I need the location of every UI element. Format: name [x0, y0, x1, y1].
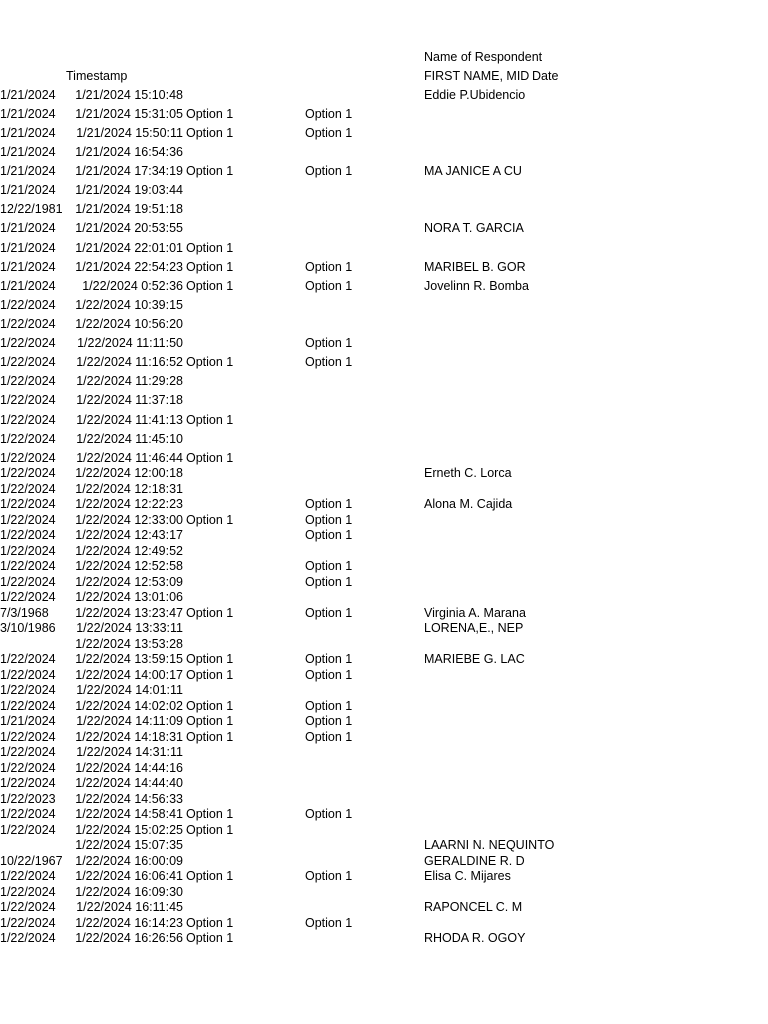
timestamp-cell: 1/22/2024 12:53:09: [75, 575, 183, 589]
option-a-cell: Option 1: [186, 241, 234, 255]
date-cell: 1/22/2024: [0, 652, 56, 666]
option-b-cell: Option 1: [305, 336, 353, 350]
name-cell: Elisa C. Mijares: [424, 869, 511, 883]
timestamp-cell: 1/21/2024 22:54:23: [75, 260, 183, 274]
timestamp-cell: 1/22/2024 16:09:30: [75, 885, 183, 899]
header-name-top-clipped: [424, 50, 543, 66]
timestamp-cell: 1/22/2024 11:45:10: [76, 432, 183, 446]
table-row: [0, 714, 768, 729]
option-a-cell: Option 1: [186, 355, 234, 369]
date-cell: 1/22/2024: [0, 544, 56, 558]
timestamp-cell: 1/22/2024 12:00:18: [75, 466, 183, 480]
table-row: [0, 413, 768, 428]
date-cell: 12/22/1981: [0, 202, 63, 216]
timestamp-cell: 1/21/2024 15:50:11: [76, 126, 183, 140]
timestamp-cell: 1/22/2024 15:07:35: [75, 838, 183, 852]
name-cell: NORA T. GARCIA: [424, 221, 524, 235]
timestamp-cell: 1/22/2024 14:58:41: [75, 807, 183, 821]
name-cell: RAPONCEL C. M: [424, 900, 523, 914]
option-b-cell: Option 1: [305, 606, 353, 620]
date-cell: 1/21/2024: [0, 221, 56, 235]
date-cell: 1/21/2024: [0, 279, 56, 293]
table-row: [0, 683, 768, 698]
timestamp-cell: 1/22/2024 13:01:06: [75, 590, 183, 604]
date-cell: 1/21/2024: [0, 88, 56, 102]
name-cell: MARIBEL B. GOR: [424, 260, 526, 274]
date-cell: 1/22/2024: [0, 916, 56, 930]
table-row: [0, 730, 768, 745]
option-a-cell: Option 1: [186, 413, 234, 427]
table-row: [0, 637, 768, 652]
option-a-cell: Option 1: [186, 823, 234, 837]
option-a-cell: Option 1: [186, 451, 234, 465]
timestamp-cell: 1/22/2024 11:16:52: [76, 355, 183, 369]
table-row: [0, 482, 768, 497]
table-row: [0, 513, 768, 528]
date-cell: 1/21/2024: [0, 714, 56, 728]
timestamp-cell: 1/22/2024 14:56:33: [75, 792, 183, 806]
table-row: [0, 355, 768, 370]
timestamp-cell: 1/22/2024 0:52:36: [82, 279, 183, 293]
header-date: Date: [532, 69, 559, 83]
table-row: [0, 183, 768, 198]
timestamp-cell: 1/22/2024 11:37:18: [76, 393, 183, 407]
table-row: [0, 590, 768, 605]
option-a-cell: Option 1: [186, 606, 234, 620]
timestamp-cell: 1/22/2024 14:11:09: [76, 714, 183, 728]
timestamp-cell: 1/22/2024 14:18:31: [75, 730, 183, 744]
timestamp-cell: 1/22/2024 14:44:40: [75, 776, 183, 790]
date-cell: 1/22/2024: [0, 823, 56, 837]
timestamp-cell: 1/21/2024 19:03:44: [75, 183, 183, 197]
timestamp-cell: 1/22/2024 16:11:45: [76, 900, 183, 914]
timestamp-cell: 1/22/2024 13:53:28: [75, 637, 183, 651]
date-cell: 1/22/2024: [0, 900, 56, 914]
table-row: [0, 807, 768, 822]
table-row: [0, 126, 768, 141]
name-cell: Eddie P.Ubidencio: [424, 88, 526, 102]
option-a-cell: Option 1: [186, 699, 234, 713]
option-a-cell: Option 1: [186, 730, 234, 744]
table-row: [0, 792, 768, 807]
table-row: [0, 298, 768, 313]
timestamp-cell: 1/21/2024 15:10:48: [75, 88, 183, 102]
timestamp-cell: 1/21/2024 17:34:19: [75, 164, 183, 178]
table-row: [0, 260, 768, 275]
date-cell: 1/22/2024: [0, 590, 56, 604]
timestamp-cell: 1/22/2024 11:11:50: [77, 336, 183, 350]
timestamp-cell: 1/21/2024 19:51:18: [75, 202, 183, 216]
option-a-cell: Option 1: [186, 869, 234, 883]
timestamp-cell: 1/22/2024 10:39:15: [75, 298, 183, 312]
table-row: [0, 575, 768, 590]
name-cell: Virginia A. Marana: [424, 606, 526, 620]
option-a-cell: Option 1: [186, 107, 234, 121]
timestamp-cell: 1/22/2024 16:06:41: [75, 869, 183, 883]
date-cell: 1/21/2024: [0, 164, 56, 178]
timestamp-cell: 1/21/2024 16:54:36: [75, 145, 183, 159]
table-row: [0, 317, 768, 332]
table-row: [0, 621, 768, 636]
option-a-cell: Option 1: [186, 714, 234, 728]
table-row: [0, 241, 768, 256]
date-cell: 1/22/2024: [0, 761, 56, 775]
timestamp-cell: 1/22/2024 13:33:11: [76, 621, 183, 635]
timestamp-cell: 1/22/2024 12:52:58: [75, 559, 183, 573]
timestamp-cell: 1/22/2024 11:41:13: [76, 413, 183, 427]
date-cell: 1/22/2024: [0, 355, 56, 369]
table-row: [0, 900, 768, 915]
table-row: [0, 164, 768, 179]
table-row: [0, 497, 768, 512]
option-b-cell: Option 1: [305, 107, 353, 121]
date-cell: 1/22/2024: [0, 776, 56, 790]
option-a-cell: Option 1: [186, 126, 234, 140]
date-cell: 1/22/2024: [0, 699, 56, 713]
name-cell: Jovelinn R. Bomba: [424, 279, 529, 293]
option-a-cell: Option 1: [186, 260, 234, 274]
date-cell: 1/22/2024: [0, 559, 56, 573]
name-cell: RHODA R. OGOY: [424, 931, 526, 945]
date-cell: 10/22/1967: [0, 854, 63, 868]
table-row: [0, 885, 768, 900]
table-row: [0, 374, 768, 389]
date-cell: 1/22/2024: [0, 528, 56, 542]
timestamp-cell: 1/22/2024 10:56:20: [75, 317, 183, 331]
date-cell: 1/21/2024: [0, 107, 56, 121]
date-cell: 1/22/2024: [0, 730, 56, 744]
header-timestamp: Timestamp: [66, 69, 128, 83]
timestamp-cell: 1/22/2024 14:01:11: [76, 683, 183, 697]
timestamp-cell: 1/22/2024 16:26:56: [75, 931, 183, 945]
name-cell: GERALDINE R. D: [424, 854, 525, 868]
date-cell: 1/21/2024: [0, 126, 56, 140]
date-cell: 1/22/2024: [0, 432, 56, 446]
date-cell: 1/22/2024: [0, 931, 56, 945]
option-b-cell: Option 1: [305, 528, 353, 542]
date-cell: 1/22/2024: [0, 413, 56, 427]
table-row: [0, 279, 768, 294]
name-cell: LAARNI N. NEQUINTO: [424, 838, 555, 852]
table-row: [0, 559, 768, 574]
table-row: [0, 336, 768, 351]
table-row: [0, 823, 768, 838]
table-row: [0, 606, 768, 621]
table-row: [0, 699, 768, 714]
option-b-cell: Option 1: [305, 355, 353, 369]
timestamp-cell: 1/22/2024 14:00:17: [75, 668, 183, 682]
option-b-cell: Option 1: [305, 575, 353, 589]
date-cell: 1/22/2024: [0, 466, 56, 480]
name-cell: Erneth C. Lorca: [424, 466, 512, 480]
table-row: [0, 776, 768, 791]
table-row: [0, 451, 768, 466]
date-cell: 3/10/1986: [0, 621, 56, 635]
date-cell: 1/22/2024: [0, 374, 56, 388]
date-cell: 1/22/2024: [0, 885, 56, 899]
option-a-cell: Option 1: [186, 652, 234, 666]
option-b-cell: Option 1: [305, 730, 353, 744]
option-b-cell: Option 1: [305, 714, 353, 728]
date-cell: 1/22/2024: [0, 745, 56, 759]
header-name: FIRST NAME, MID: [424, 69, 530, 83]
timestamp-cell: 1/22/2024 11:46:44: [76, 451, 183, 465]
table-row: [0, 393, 768, 408]
option-b-cell: Option 1: [305, 260, 353, 274]
option-b-cell: Option 1: [305, 652, 353, 666]
date-cell: 1/22/2024: [0, 575, 56, 589]
date-cell: 1/22/2024: [0, 668, 56, 682]
timestamp-cell: 1/22/2024 14:02:02: [75, 699, 183, 713]
table-row: [0, 88, 768, 103]
option-b-cell: Option 1: [305, 869, 353, 883]
option-a-cell: Option 1: [186, 931, 234, 945]
table-row: [0, 432, 768, 447]
option-b-cell: Option 1: [305, 668, 353, 682]
option-b-cell: Option 1: [305, 916, 353, 930]
name-cell: MA JANICE A CU: [424, 164, 522, 178]
date-cell: 1/22/2024: [0, 807, 56, 821]
timestamp-cell: 1/22/2024 12:49:52: [75, 544, 183, 558]
table-row: [0, 761, 768, 776]
date-cell: 1/22/2024: [0, 317, 56, 331]
option-b-cell: Option 1: [305, 699, 353, 713]
timestamp-cell: 1/21/2024 15:31:05: [75, 107, 183, 121]
option-a-cell: Option 1: [186, 513, 234, 527]
table-row: [0, 838, 768, 853]
date-cell: 1/21/2024: [0, 241, 56, 255]
option-b-cell: Option 1: [305, 559, 353, 573]
timestamp-cell: 1/22/2024 14:31:11: [76, 745, 183, 759]
name-cell: MARIEBE G. LAC: [424, 652, 525, 666]
table-row: [0, 466, 768, 481]
option-a-cell: Option 1: [186, 668, 234, 682]
date-cell: 1/22/2024: [0, 513, 56, 527]
option-a-cell: Option 1: [186, 279, 234, 293]
table-row: [0, 931, 768, 946]
timestamp-cell: 1/22/2024 12:33:00: [75, 513, 183, 527]
name-cell: LORENA,E., NEP: [424, 621, 524, 635]
option-b-cell: Option 1: [305, 497, 353, 511]
table-row: [0, 544, 768, 559]
table-row: [0, 916, 768, 931]
option-b-cell: Option 1: [305, 126, 353, 140]
table-row: [0, 528, 768, 543]
option-a-cell: Option 1: [186, 164, 234, 178]
table-row: [0, 869, 768, 884]
option-b-cell: Option 1: [305, 513, 353, 527]
timestamp-cell: 1/22/2024 12:18:31: [75, 482, 183, 496]
date-cell: 1/22/2024: [0, 451, 56, 465]
name-cell: Alona M. Cajida: [424, 497, 513, 511]
option-a-cell: Option 1: [186, 916, 234, 930]
table-row: [0, 202, 768, 217]
timestamp-cell: 1/22/2024 12:22:23: [75, 497, 183, 511]
table-row: [0, 652, 768, 667]
date-cell: 1/22/2024: [0, 869, 56, 883]
date-cell: 1/22/2024: [0, 482, 56, 496]
date-cell: 7/3/1968: [0, 606, 49, 620]
timestamp-cell: 1/22/2024 13:59:15: [75, 652, 183, 666]
date-cell: 1/22/2024: [0, 683, 56, 697]
date-cell: 1/21/2024: [0, 145, 56, 159]
table-row: [0, 145, 768, 160]
header-name-top: Name of Respondent: [424, 50, 543, 64]
timestamp-cell: 1/22/2024 16:00:09: [75, 854, 183, 868]
timestamp-cell: 1/21/2024 22:01:01: [75, 241, 183, 255]
timestamp-cell: 1/22/2024 12:43:17: [75, 528, 183, 542]
date-cell: 1/21/2024: [0, 183, 56, 197]
timestamp-cell: 1/22/2024 14:44:16: [75, 761, 183, 775]
option-b-cell: Option 1: [305, 807, 353, 821]
timestamp-cell: 1/22/2024 11:29:28: [76, 374, 183, 388]
option-a-cell: Option 1: [186, 807, 234, 821]
table-row: [0, 745, 768, 760]
timestamp-cell: 1/22/2024 15:02:25: [75, 823, 183, 837]
date-cell: 1/22/2024: [0, 336, 56, 350]
date-cell: 1/22/2024: [0, 497, 56, 511]
table-row: [0, 668, 768, 683]
date-cell: 1/21/2024: [0, 260, 56, 274]
option-b-cell: Option 1: [305, 164, 353, 178]
table-row: [0, 107, 768, 122]
timestamp-cell: 1/21/2024 20:53:55: [75, 221, 183, 235]
table-row: [0, 221, 768, 236]
timestamp-cell: 1/22/2024 16:14:23: [75, 916, 183, 930]
date-cell: 1/22/2024: [0, 393, 56, 407]
date-cell: 1/22/2024: [0, 298, 56, 312]
option-b-cell: Option 1: [305, 279, 353, 293]
date-cell: 1/22/2023: [0, 792, 56, 806]
timestamp-cell: 1/22/2024 13:23:47: [75, 606, 183, 620]
table-row: [0, 854, 768, 869]
